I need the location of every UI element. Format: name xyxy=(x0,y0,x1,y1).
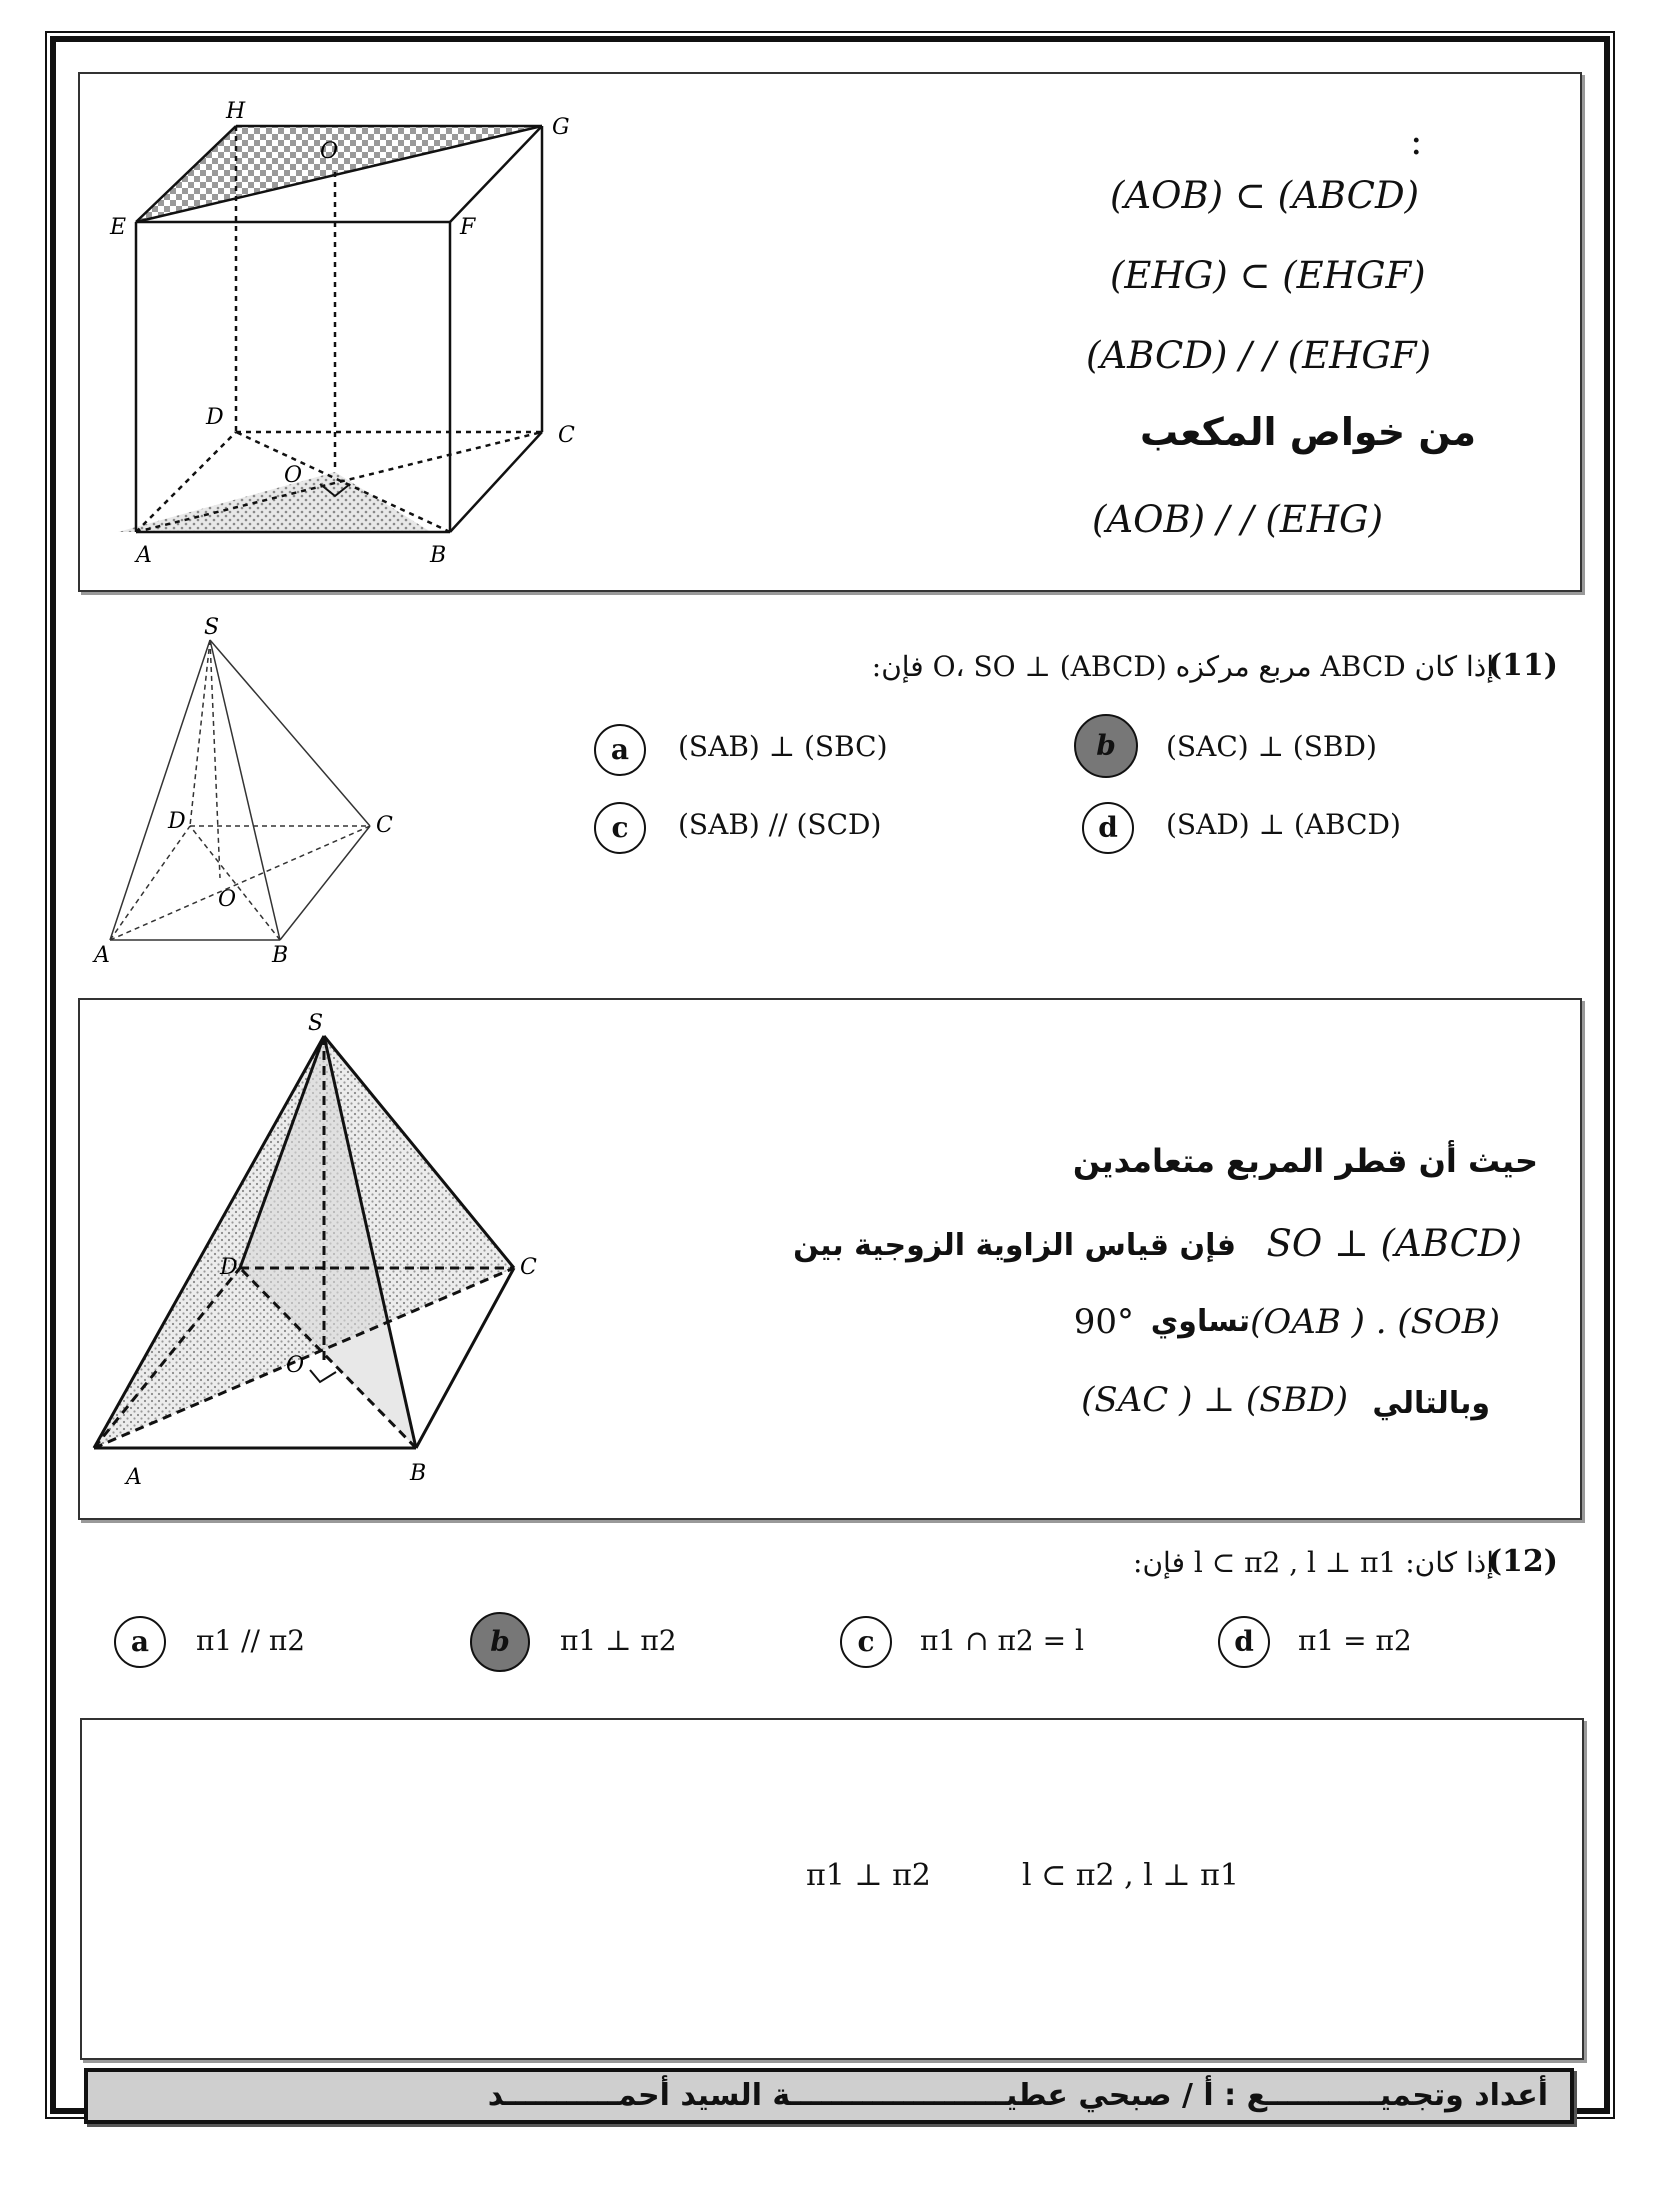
subset-line-2: (EHG) ⊂ (EHGF) xyxy=(1110,254,1426,297)
large-label-b: B xyxy=(410,1461,427,1486)
label-h: H xyxy=(226,99,246,124)
large-label-s: S xyxy=(308,1011,324,1036)
q11-option-c-circle[interactable]: c xyxy=(594,802,646,854)
q12-option-a-text[interactable]: π1 // π2 xyxy=(196,1624,306,1657)
question-11-text: إذا كان ABCD مربع مركزه O، SO ⊥ (ABCD) فإن: xyxy=(871,650,1494,683)
q12-option-a-circle[interactable]: a xyxy=(114,1616,166,1668)
q11-option-b-circle-selected[interactable]: b xyxy=(1074,714,1138,778)
q12-option-d-text[interactable]: π1 = π2 xyxy=(1298,1624,1412,1657)
label-c: C xyxy=(558,423,575,448)
q12-option-b-circle-selected[interactable]: b xyxy=(470,1612,530,1672)
planes-oab-sob: (OAB ) . (SOB) xyxy=(1250,1302,1500,1342)
cube-solution-panel xyxy=(78,72,1582,592)
q12-option-c-circle[interactable]: c xyxy=(840,1616,892,1668)
therefore-text: وبالتالي xyxy=(1372,1386,1490,1421)
label-o-bottom: O xyxy=(284,463,303,488)
conclusion-line: (AOB) / / (EHG) xyxy=(1092,498,1384,541)
question-12-text: إذا كان: l ⊂ π2 , l ⊥ π1 فإن: xyxy=(1133,1546,1494,1579)
equals-text: تساوي xyxy=(1150,1304,1250,1339)
colon: : xyxy=(1410,120,1423,163)
parallel-line: (ABCD) / / (EHGF) xyxy=(1086,334,1432,377)
q11-option-a-circle[interactable]: a xyxy=(594,724,646,776)
cube-figure xyxy=(80,74,640,594)
sac-perpendicular-sbd: (SAC ) ⊥ (SBD) xyxy=(1081,1380,1348,1420)
pyramid-figure-large xyxy=(80,1000,600,1520)
pyramid-figure-small xyxy=(80,610,410,970)
cube-property-text: من خواص المكعب xyxy=(1140,410,1477,454)
small-label-b: B xyxy=(272,943,289,968)
q11-option-b-text[interactable]: (SAC) ⊥ (SBD) xyxy=(1166,730,1377,763)
so-perpendicular-math: SO ⊥ (ABCD) xyxy=(1266,1222,1522,1265)
angle-90: 90° xyxy=(1073,1302,1134,1342)
question-12-number: (12) xyxy=(1487,1544,1558,1579)
footer-credit-text: أعداد وتجميـــــــــــع : أ / صبحي عطيـــــــــــــــــــــة السيد أحمـــــــــــد xyxy=(487,2078,1548,2113)
footer-credit-bar xyxy=(84,2068,1574,2124)
label-d: D xyxy=(206,405,224,430)
q12-option-c-text[interactable]: π1 ∩ π2 = l xyxy=(920,1624,1084,1657)
label-b: B xyxy=(430,543,447,568)
label-g: G xyxy=(552,115,570,140)
label-f: F xyxy=(460,215,476,240)
planes-solution-panel xyxy=(80,1718,1584,2060)
question-11-number: (11) xyxy=(1487,648,1558,683)
large-label-a: A xyxy=(126,1465,142,1490)
subset-line-1: (AOB) ⊂ (ABCD) xyxy=(1110,174,1420,217)
q11-option-c-text[interactable]: (SAB) // (SCD) xyxy=(678,808,882,841)
label-o-top: O xyxy=(320,139,339,164)
diagonals-perpendicular-text: حيث أن قطر المربع متعامدين xyxy=(1072,1142,1538,1180)
small-label-d: D xyxy=(168,809,186,834)
large-label-d: D xyxy=(220,1255,238,1280)
large-label-c: C xyxy=(520,1255,537,1280)
q11-option-d-circle[interactable]: d xyxy=(1082,802,1134,854)
small-label-c: C xyxy=(376,813,393,838)
q12-option-d-circle[interactable]: d xyxy=(1218,1616,1270,1668)
q11-option-d-text[interactable]: (SAD) ⊥ (ABCD) xyxy=(1166,808,1401,841)
large-label-o: O xyxy=(286,1353,305,1378)
small-label-o: O xyxy=(218,887,237,912)
small-label-a: A xyxy=(94,943,110,968)
pyramid-solution-panel xyxy=(78,998,1582,1520)
label-e: E xyxy=(110,215,127,240)
small-label-s: S xyxy=(204,615,220,640)
dihedral-angle-text: فإن قياس الزاوية الزوجية بين xyxy=(793,1228,1236,1263)
given-condition: l ⊂ π2 , l ⊥ π1 xyxy=(1022,1858,1239,1893)
label-a: A xyxy=(136,543,152,568)
q12-option-b-text[interactable]: π1 ⊥ π2 xyxy=(560,1624,677,1657)
conclusion-perpendicular: π1 ⊥ π2 xyxy=(806,1858,931,1893)
q11-option-a-text[interactable]: (SAB) ⊥ (SBC) xyxy=(678,730,888,763)
